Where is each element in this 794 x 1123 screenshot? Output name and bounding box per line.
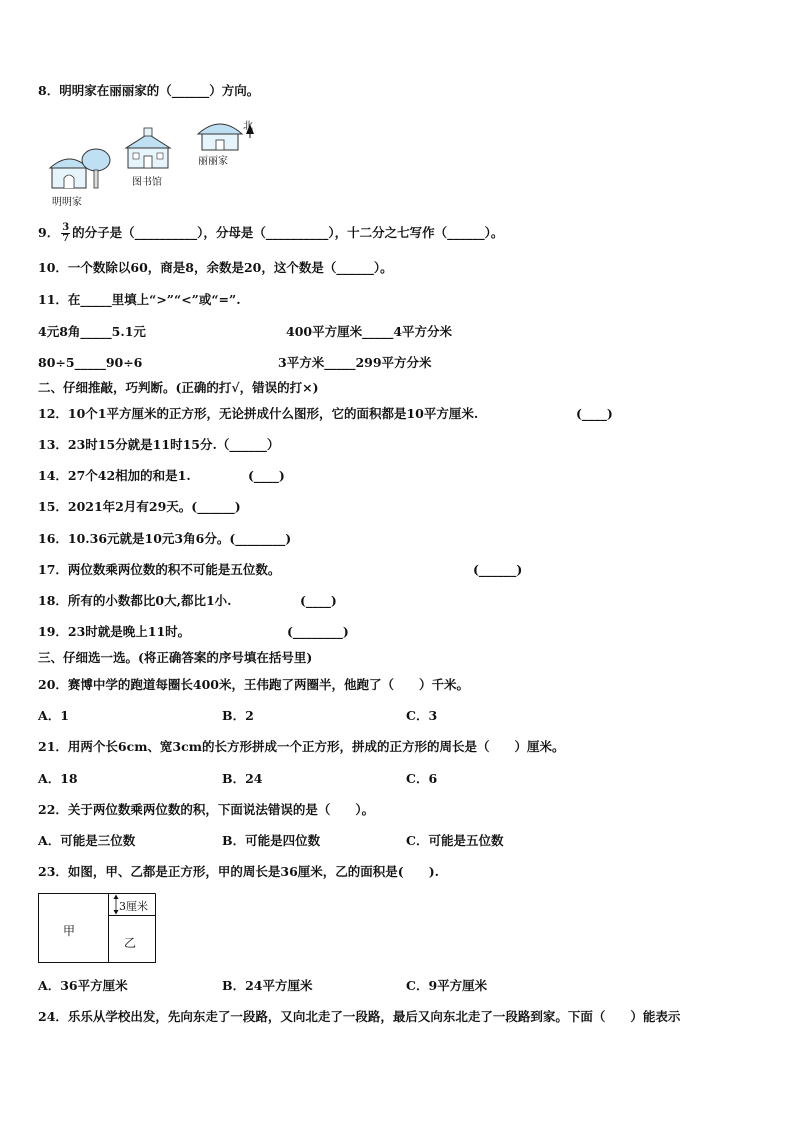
question-16: 16．10.36元就是10元3角6分。(________): [38, 531, 292, 546]
section-3-heading: 三、仔细选一选。(将正确答案的序号填在括号里): [38, 650, 313, 665]
question-14: 14．27个42相加的和是1.: [38, 468, 191, 483]
dimension-label: 3厘米: [119, 900, 148, 913]
fraction-numerator: 3: [62, 222, 70, 233]
question-9-text: 的分子是（__________），分母是（__________），十二分之七写作（______）。: [72, 225, 504, 240]
question-11-item-a: 4元8角_____5.1元: [38, 324, 146, 339]
question-21-option-b: B．24: [222, 771, 263, 786]
square-jia-label: 甲: [63, 924, 76, 938]
question-11: 11．在_____里填上“>”“<”或“=”.: [38, 292, 241, 307]
north-label: 北: [243, 121, 253, 132]
question-8: 8．明明家在丽丽家的（______）方向。: [38, 83, 260, 98]
question-9: [38, 223, 503, 244]
question-9-number: 9．: [38, 225, 60, 240]
mingming-house-icon: [50, 149, 110, 188]
fraction-three-sevenths: [61, 223, 70, 244]
fraction-denominator: 7: [62, 233, 70, 244]
lili-house-label: 丽丽家: [198, 156, 228, 167]
question-14-blank: (____): [248, 468, 285, 483]
question-20-option-b: B．2: [222, 708, 254, 723]
question-21-option-c: C．6: [406, 771, 438, 786]
dimension-arrow-icon: [114, 895, 119, 915]
question-23-option-c: C．9平方厘米: [406, 978, 488, 993]
question-13: 13．23时15分就是11时15分.（______）: [38, 437, 280, 452]
lili-house-icon: [198, 124, 242, 150]
question-22-option-b: B．可能是四位数: [222, 833, 321, 848]
question-10: 10．一个数除以60，商是8，余数是20，这个数是（______）。: [38, 260, 393, 275]
question-11-item-d: 3平方米_____299平方分米: [278, 355, 432, 370]
square-yi-label: 乙: [124, 936, 137, 950]
question-20: 20．赛博中学的跑道每圈长400米，王伟跑了两圈半，他跑了（ ）千米。: [38, 677, 469, 692]
library-label: 图书馆: [132, 177, 162, 188]
question-21-option-a: A．18: [38, 771, 78, 786]
question-20-option-c: C．3: [406, 708, 438, 723]
section-2-heading: 二、仔细推敲，巧判断。(正确的打√，错误的打×): [38, 380, 319, 395]
question-19: 19．23时就是晚上11时。: [38, 624, 191, 639]
question-15: 15．2021年2月有29天。(______): [38, 499, 241, 514]
question-12: 12．10个1平方厘米的正方形，无论拼成什么图形，它的面积都是10平方厘米.: [38, 406, 479, 421]
question-22: 22．关于两位数乘两位数的积，下面说法错误的是（ ）。: [38, 802, 375, 817]
question-18: 18．所有的小数都比0大,都比1小.: [38, 593, 232, 608]
question-17-blank: (______): [473, 562, 523, 577]
library-icon: [126, 128, 170, 168]
question-11-item-b: 400平方厘米_____4平方分米: [286, 324, 453, 339]
question-23: 23．如图，甲、乙都是正方形，甲的周长是36厘米，乙的面积是( ).: [38, 864, 439, 879]
question-21: 21．用两个长6cm、宽3cm的长方形拼成一个正方形，拼成的正方形的周长是（ ）厘米。: [38, 739, 565, 754]
question-23-option-a: A．36平方厘米: [38, 978, 128, 993]
question-22-option-a: A．可能是三位数: [38, 833, 136, 848]
question-22-option-c: C．可能是五位数: [406, 833, 504, 848]
question-12-blank: (____): [576, 406, 613, 421]
question-20-option-a: A．1: [38, 708, 69, 723]
question-23-option-b: B．24平方厘米: [222, 978, 313, 993]
question-19-blank: (________): [287, 624, 349, 639]
question-11-item-c: 80÷5_____90÷6: [38, 355, 143, 370]
question-18-blank: (____): [300, 593, 337, 608]
question-17: 17．两位数乘两位数的积不可能是五位数。: [38, 562, 281, 577]
mingming-house-label: 明明家: [52, 197, 82, 208]
question-24: 24．乐乐从学校出发，先向东走了一段路，又向北走了一段路，最后又向东北走了一段路到家。下面（ ）能表示: [38, 1009, 681, 1024]
